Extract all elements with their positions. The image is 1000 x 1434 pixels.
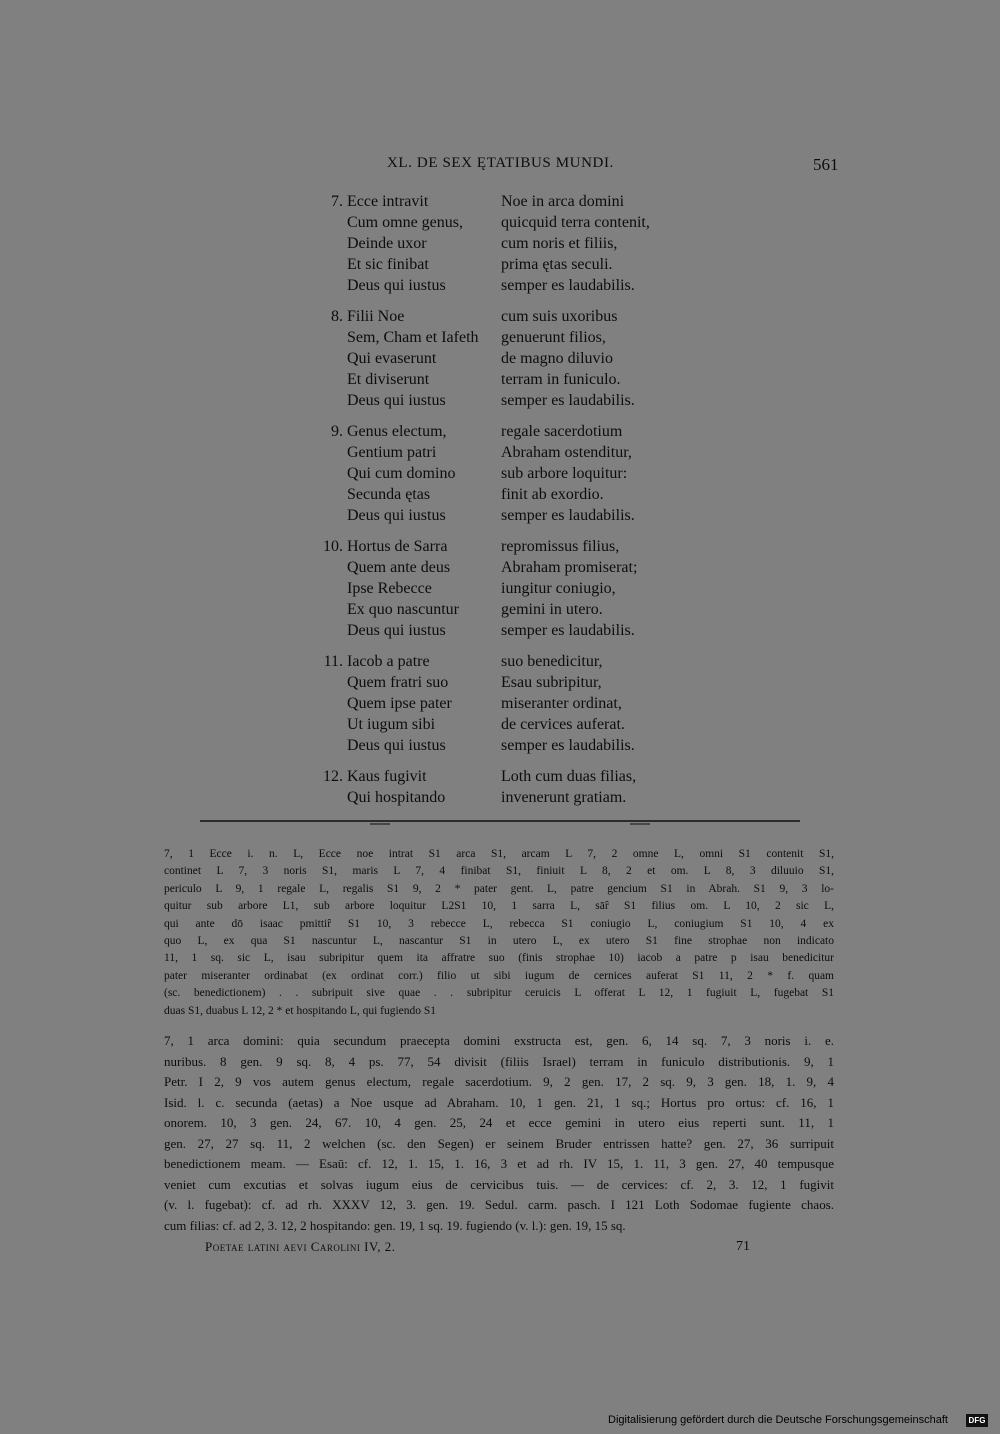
signature-mark: 71 xyxy=(736,1239,750,1254)
verse-left-half: Qui evaserunt xyxy=(347,350,437,367)
digitization-credit: Digitalisierung gefördert durch die Deutsche Forschungsgemeinschaft xyxy=(608,1414,948,1426)
commentary-notes xyxy=(164,1031,834,1236)
running-head: XL. DE SEX ĘTATIBUS MUNDI. xyxy=(387,155,614,171)
verse-left-half: Ut iugum sibi xyxy=(347,716,436,733)
verse-right-half: Noe in arca domini xyxy=(501,193,625,210)
verse-right-half: invenerunt gratiam. xyxy=(501,789,627,806)
stanza-number: 9. xyxy=(331,423,343,440)
apparatus-line: 7, 1 Ecce i. n. L, Ecce noe intrat S1 arca S1, arcam L 7, 2 omne L, omni S1 contenit S1, xyxy=(164,848,834,860)
verse-right-half: iungitur coniugio, xyxy=(501,580,616,597)
stanza-number: 8. xyxy=(331,308,343,325)
apparatus-line: periculo L 9, 1 regale L, regalis S1 9, 2 * pater gent. L, patre gencium S1 in Abrah. S1 9, 3 lo- xyxy=(164,882,834,895)
verse-left-half: Quem ante deus xyxy=(347,559,451,576)
verse-left-half: Et diviserunt xyxy=(347,371,430,388)
verse-left-half: Hortus de Sarra xyxy=(347,538,448,555)
verse-right-half: genuerunt filios, xyxy=(501,329,606,346)
note-line: nuribus. 8 gen. 9 sq. 8, 4 ps. 77, 54 divisit (filiis Israel) terram in funiculo distributionis. 9, 1 xyxy=(164,1053,834,1069)
verse-left-half: Iacob a patre xyxy=(347,653,430,670)
verse-right-half: quicquid terra contenit, xyxy=(501,214,650,231)
critical-apparatus xyxy=(164,846,834,1020)
verse-left-half: Sem, Cham et Iafeth xyxy=(347,329,479,346)
stanza-number: 12. xyxy=(323,768,343,785)
verse-left-half: Secunda ętas xyxy=(347,486,431,503)
verse-right-half: suo benedicitur, xyxy=(501,653,603,670)
stanza-number: 11. xyxy=(323,653,343,670)
verse-right-half: Abraham ostenditur, xyxy=(501,444,632,461)
apparatus-line: pater miseranter ordinabat (ex ordinat corr.) filio ut sibi iugum de cernices auferat S1 11, 2 * f. quam xyxy=(164,969,834,982)
verse-left-half: Gentium patri xyxy=(347,444,437,461)
verse-right-half: prima ętas seculi. xyxy=(501,256,613,273)
verse-right-half: finit ab exordio. xyxy=(501,486,604,503)
note-line: Petr. I 2, 9 vos autem genus electum, regale sacerdotium. 9, 2 gen. 17, 2 sq. 9, 3 gen. 18, 1. 9, 4 xyxy=(164,1074,834,1089)
verse-left-half: Ex quo nascuntur xyxy=(347,601,459,618)
verse-left-half: Deus qui iustus xyxy=(347,277,446,294)
apparatus-line: (sc. benedictionem) . . subripuit sive quae . . subripitur ceruicis L offerat L 12, 1 fugiuit L, fugebat S1 xyxy=(164,987,834,1000)
note-line: onorem. 10, 3 gen. 24, 67. 10, 4 gen. 25, 24 et ecce gemini in utero eius reperti sunt. 11, 1 xyxy=(164,1115,834,1130)
verse-right-half: de magno diluvio xyxy=(501,350,613,367)
note-line: veniet cum excutias et solvas iugum eius de cervicibus tuis. — de cervices: cf. 2, 3. 12, 1 fugivit xyxy=(164,1176,834,1192)
verse-left-half: Genus electum, xyxy=(347,423,447,440)
verse-left-half: Quem fratri suo xyxy=(347,674,449,691)
apparatus-line: quitur sub arbore L1, sub arbore loquitur L2S1 10, 1 sarra L, sāȓ S1 filius om. L 10, 2 sic L, xyxy=(164,900,834,913)
footer-title xyxy=(205,1239,395,1255)
verse-left-half: Filii Noe xyxy=(347,308,405,325)
verse-left-half: Deinde uxor xyxy=(347,235,427,252)
note-line: benedictionem meam. — Esaū: cf. 12, 1. 15, 1. 16, 3 et ad rh. IV 15, 1. 11, 3 gen. 27, 40 tempusque xyxy=(164,1156,834,1171)
verse-right-half: Loth cum duas filias, xyxy=(501,768,637,785)
note-line: cum filias: cf. ad 2, 3. 12, 2 hospitando: gen. 19, 1 sq. 19. fugiendo (v. l.): gen. 19, 15 sq. xyxy=(164,1217,626,1233)
verse-right-half: de cervices auferat. xyxy=(501,716,625,733)
verse-right-half: sub arbore loquitur: xyxy=(501,465,628,482)
verse-right-half: semper es laudabilis. xyxy=(501,507,635,524)
verse-right-half: gemini in utero. xyxy=(501,601,603,618)
verse-left-half: Kaus fugivit xyxy=(347,768,427,785)
stanza-number: 7. xyxy=(331,193,343,210)
footer-title-text: Poetae latini aevi Carolini IV, 2. xyxy=(205,1239,396,1254)
apparatus-line: duas S1, duabus L 12, 2 * et hospitando L, qui fugiendo S1 xyxy=(164,1004,437,1017)
verse-right-half: Abraham promiserat; xyxy=(501,559,638,576)
apparatus-rule xyxy=(200,818,800,826)
verse-left-half: Deus qui iustus xyxy=(347,507,446,524)
stanza-number: 10. xyxy=(323,538,343,555)
verse-right-half: regale sacerdotium xyxy=(501,423,623,440)
verse-right-half: semper es laudabilis. xyxy=(501,277,635,294)
verse-right-half: cum suis uxoribus xyxy=(501,308,618,325)
verse-left-half: Et sic finibat xyxy=(347,256,429,273)
apparatus-line: qui ante dō isaac pmittiȓ S1 10, 3 rebecce L, rebecca S1 coniugio L, coniugium S1 10, 4 ex xyxy=(164,917,834,930)
note-line: 7, 1 arca domini: quia secundum praecepta domini exstructa est, gen. 6, 14 sq. 7, 3 noris i. e. xyxy=(164,1033,834,1048)
verse-right-half: repromissus filius, xyxy=(501,538,620,555)
apparatus-line: continet L 7, 3 noris S1, maris L 7, 4 finibat S1, finiuit L 8, 2 et om. L 8, 3 diluuio S1, xyxy=(164,865,834,878)
verse-right-half: semper es laudabilis. xyxy=(501,622,635,639)
dfg-logo: DFG xyxy=(966,1414,988,1427)
verse-right-half: cum noris et filiis, xyxy=(501,235,618,252)
verse-left-half: Qui hospitando xyxy=(347,789,446,806)
verse-left-half: Deus qui iustus xyxy=(347,392,446,409)
apparatus-line: quo L, ex qua S1 nascuntur L, nascantur S1 in utero L, ex utero S1 fine strophae non indicato xyxy=(164,935,834,948)
verse-left-half: Deus qui iustus xyxy=(347,622,446,639)
verse-left-half: Ipse Rebecce xyxy=(347,580,432,597)
verse-left-half: Ecce intravit xyxy=(347,193,429,210)
verse-right-half: semper es laudabilis. xyxy=(501,737,635,754)
verse-left-half: Cum omne genus, xyxy=(347,214,463,231)
apparatus-line: 11, 1 sq. sic L, isau subripitur quem ita affratre suo (finis strophae 10) iacob a patre p isau benedicitur xyxy=(164,952,834,965)
verse-right-half: Esau subripitur, xyxy=(501,674,602,691)
note-line: (v. l. fugebat): cf. ad rh. XXXV 12, 3. gen. 19. Sedul. carm. pasch. I 121 Loth Sodomae fugiente chaos. xyxy=(164,1197,834,1212)
page-number: 561 xyxy=(813,155,839,174)
verse-right-half: miseranter ordinat, xyxy=(501,695,622,712)
verse-left-half: Quem ipse pater xyxy=(347,695,452,712)
note-line: Isid. l. c. secunda (aetas) a Noe usque ad Abraham. 10, 1 gen. 21, 1 sq.; Hortus pro ortus: cf. 16, 1 xyxy=(164,1094,834,1110)
verse-right-half: semper es laudabilis. xyxy=(501,392,635,409)
verse-left-half: Qui cum domino xyxy=(347,465,456,482)
verse-left-half: Deus qui iustus xyxy=(347,737,446,754)
note-line: gen. 27, 27 sq. 11, 2 welchen (sc. den Segen) er seinem Bruder entrissen hatte? gen. 27, 36 surripuit xyxy=(164,1135,834,1151)
verse-right-half: terram in funiculo. xyxy=(501,371,621,388)
